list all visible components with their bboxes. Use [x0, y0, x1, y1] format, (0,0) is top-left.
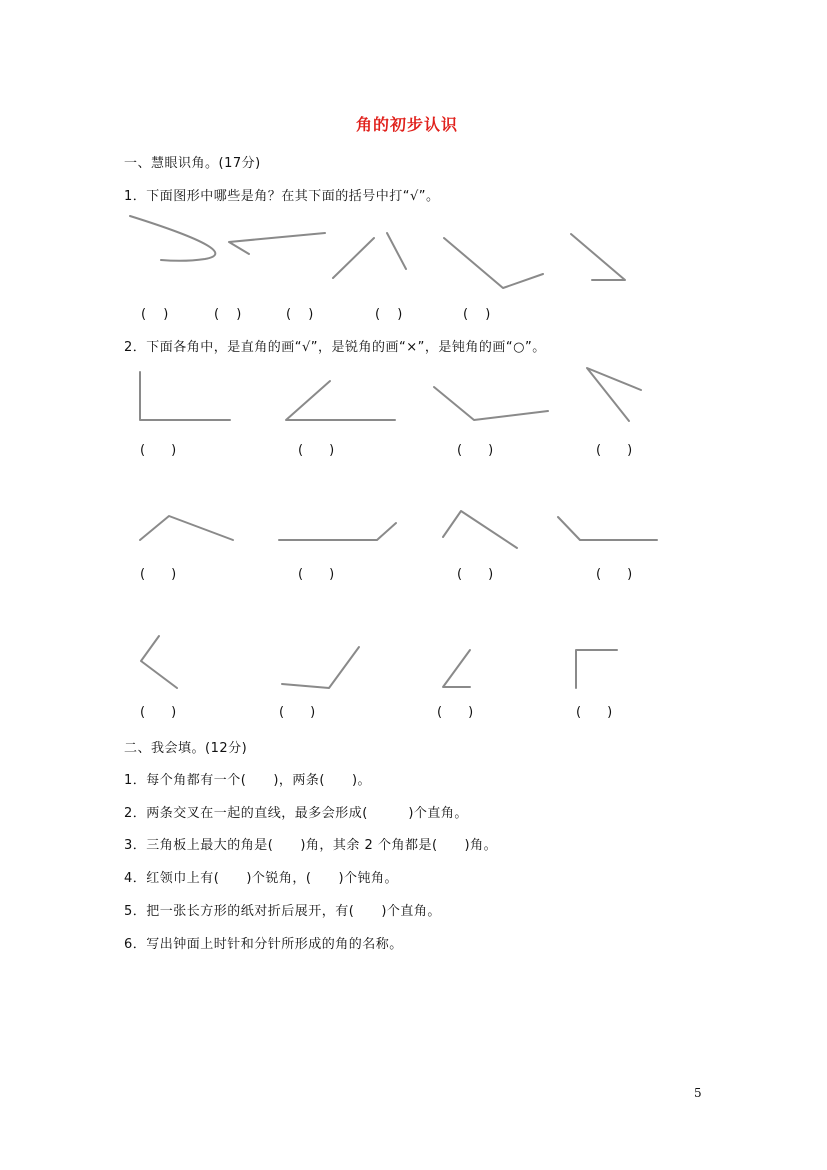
- q2-angle-acute-4: [587, 368, 641, 421]
- answer-paren[interactable]: ( ): [286, 307, 314, 322]
- answer-paren[interactable]: ( ): [463, 307, 491, 322]
- section1-heading: 一、慧眼识角。(17分): [124, 156, 261, 171]
- answer-paren[interactable]: ( ): [375, 307, 403, 322]
- fill-item-6: 6．写出钟面上时针和分针所形成的角的名称。: [124, 937, 403, 952]
- answer-paren[interactable]: ( ): [140, 443, 177, 458]
- fill-item-2: 2．两条交叉在一起的直线，最多会形成( )个直角。: [124, 806, 468, 821]
- q2-angle-9: [141, 636, 177, 688]
- q2-angle-obtuse-8: [558, 517, 657, 540]
- q2-angle-acute-11: [443, 650, 470, 687]
- fill-item-5: 5．把一张长方形的纸对折后展开，有( )个直角。: [124, 904, 441, 919]
- q2-angle-obtuse-6: [279, 523, 396, 540]
- fill-item-3: 3．三角板上最大的角是( )角，其余 2 个角都是( )角。: [124, 838, 498, 853]
- fill-item-1: 1．每个角都有一个( )，两条( )。: [124, 773, 372, 788]
- answer-paren[interactable]: ( ): [596, 567, 633, 582]
- answer-paren[interactable]: ( ): [140, 567, 177, 582]
- question-2-text: 2．下面各角中，是直角的画“√”，是锐角的画“×”，是钝角的画“○”。: [124, 340, 546, 355]
- q1-figure-3-open-lines-b: [387, 233, 406, 269]
- q2-angle-obtuse-10: [282, 647, 359, 688]
- answer-paren[interactable]: ( ): [298, 443, 335, 458]
- section2-heading: 二、我会填。(12分): [124, 741, 248, 756]
- q2-angle-obtuse-5: [140, 516, 233, 540]
- question-1-text: 1．下面图形中哪些是角？在其下面的括号中打“√”。: [124, 189, 440, 204]
- answer-paren[interactable]: ( ): [437, 705, 474, 720]
- q1-figure-1-curve: [130, 216, 215, 261]
- fill-item-4: 4．红领巾上有( )个锐角，( )个钝角。: [124, 871, 399, 886]
- q2-angle-acute-2: [286, 381, 395, 420]
- q1-figure-4-angle: [444, 238, 543, 288]
- q1-figure-2-angle: [229, 233, 325, 254]
- q1-figure-5-angle: [571, 234, 625, 280]
- page-number: 5: [694, 1086, 702, 1100]
- q2-angle-7: [443, 511, 517, 548]
- answer-paren[interactable]: ( ): [141, 307, 169, 322]
- q2-angle-obtuse-3: [434, 387, 548, 420]
- answer-paren[interactable]: ( ): [457, 567, 494, 582]
- q2-angle-right-12: [576, 650, 617, 688]
- answer-paren[interactable]: ( ): [596, 443, 633, 458]
- answer-paren[interactable]: ( ): [214, 307, 242, 322]
- answer-paren[interactable]: ( ): [576, 705, 613, 720]
- answer-paren[interactable]: ( ): [457, 443, 494, 458]
- answer-paren[interactable]: ( ): [140, 705, 177, 720]
- page-title: 角的初步认识: [356, 115, 459, 134]
- answer-paren[interactable]: ( ): [279, 705, 316, 720]
- answer-paren[interactable]: ( ): [298, 567, 335, 582]
- q1-figure-3-open-lines: [333, 238, 374, 278]
- q2-angle-right-1: [140, 372, 230, 420]
